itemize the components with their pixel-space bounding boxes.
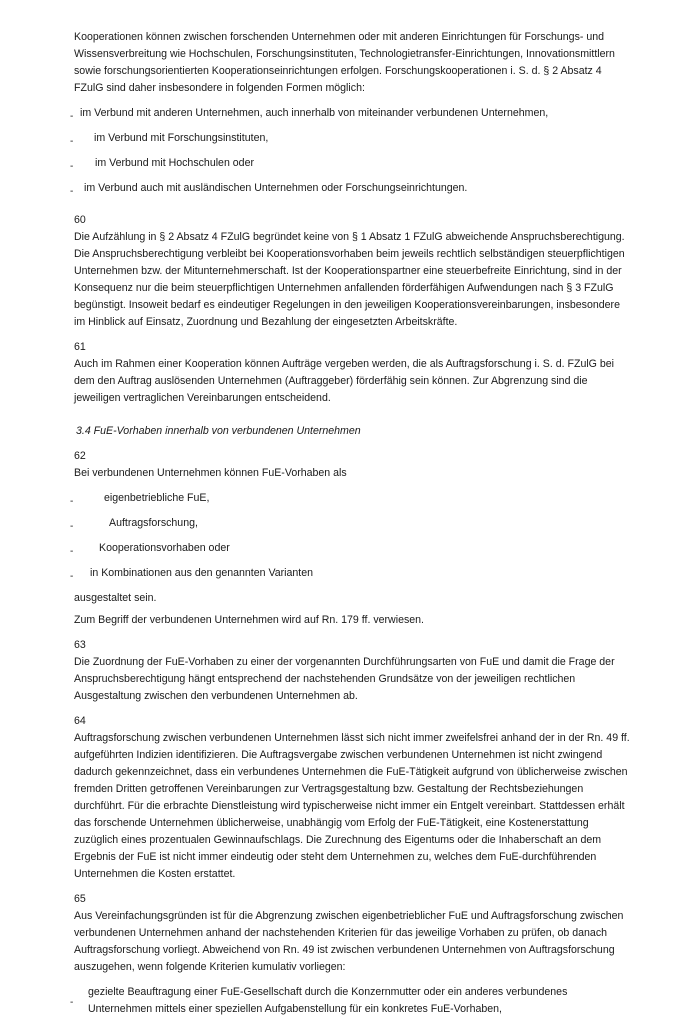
list-item — [70, 565, 634, 582]
list-item — [70, 515, 634, 532]
list-item-text: im Verbund mit Forschungsinstituten, — [94, 132, 269, 144]
margin-number-62: 62 — [74, 450, 86, 462]
bullet-dash: - — [70, 571, 74, 582]
paragraph-65: Aus Vereinfachungsgründen ist für die Abgrenzung zwischen eigenbetrieblicher FuE und Auftragsforschung zwischen verbundenen Unternehmen anhand der nachstehenden Kriterien für das jeweilige Vorhaben zu prüfen, ob danach Auftragsforschung vorliegt. Abweichend von Rn. 49 ist zwischen verbundenen Unternehmen von Auftragsforschung auszugehen, wenn folgende Kriterien kumulativ vorliegen: — [74, 910, 624, 973]
list-item-text: eigenbetriebliche FuE, — [104, 492, 210, 504]
bullet-dash: - — [70, 136, 74, 147]
list-item-text: in Kombinationen aus den genannten Varianten — [90, 567, 314, 579]
cooperation-forms-list — [70, 105, 634, 197]
margin-number-65: 65 — [74, 893, 86, 905]
margin-number-61: 61 — [74, 341, 86, 353]
list-item — [70, 180, 634, 197]
list-item-text: im Verbund auch mit ausländischen Unternehmen oder Forschungseinrichtungen. — [84, 182, 468, 194]
bullet-dash: - — [70, 496, 74, 507]
list-item-text: im Verbund mit anderen Unternehmen, auch innerhalb von miteinander verbundenen Unternehmen, — [80, 107, 549, 119]
paragraph-64: Auftragsforschung zwischen verbundenen Unternehmen lässt sich nicht immer zweifelsfrei anhand der in der Rn. 49 ff. aufgeführten Indizien identifizieren. Die Auftragsvergabe zwischen verbundenen Unternehmen ist nicht zwingend dadurch gekennzeichnet, dass ein verbundenes Unternehmen die FuE-Tätigkeit aufgrund von üblicherweise zwischen fremden Dritten getroffenen Vereinbarungen zur Vertragsgestaltung bzw. Gestaltung der Rechtsbeziehungen durchführt. Für die erbrachte Dienstleistung wird typischerweise nicht immer ein Entgelt vereinbart. Stattdessen erhält das forschende Unternehmen üblicherweise, unabhängig vom Erfolg der FuE-Tätigkeit, eine Kostenerstattung zuzüglich eines prozentualen Gewinnaufschlags. Die Zurechnung des Eigentums oder die Inhaberschaft an dem Ergebnis der FuE ist nicht immer eindeutig oder steht dem Unternehmen zu, welches dem FuE-durchführenden Unternehmen die Kosten erstattet. — [74, 732, 630, 880]
list-item — [70, 155, 634, 172]
paragraph-61: Auch im Rahmen einer Kooperation können Aufträge vergeben werden, die als Auftragsforschung i. S. d. FZulG bei dem den Auftrag auslösenden Unternehmen (Auftraggeber) förderfähig sein können. Zur Abgrenzung sind die jeweiligen vertraglichen Vereinbarungen entscheidend. — [74, 358, 615, 404]
intro-paragraph: Kooperationen können zwischen forschenden Unternehmen oder mit anderen Einrichtungen für Forschungs- und Wissensverbreitung wie Hochschulen, Forschungsinstituten, Technologietransfer-Einrichtungen, Innovationsmittlern sowie forschungsorientierten Kooperationseinrichtungen erfolgen. Forschungskooperationen i. S. d. § 2 Absatz 4 FZulG sind daher insbesondere in folgenden Formen möglich: — [74, 31, 615, 94]
bullet-dash: - — [70, 546, 74, 557]
list-item — [70, 130, 634, 147]
bullet-dash: - — [70, 997, 74, 1008]
margin-number-60: 60 — [74, 214, 86, 226]
paragraph-63: Die Zuordnung der FuE-Vorhaben zu einer der vorgenannten Durchführungsarten von FuE und damit die Frage der Anspruchsberechtigung hängt entsprechend der nachstehenden Grundsätze von der jeweiligen rechtlichen Ausgestaltung zwischen den verbundenen Unternehmen ab. — [74, 656, 615, 702]
margin-number-64: 64 — [74, 715, 86, 727]
margin-number-63: 63 — [74, 639, 86, 651]
bullet-dash: - — [70, 186, 74, 197]
bullet-dash: - — [70, 111, 74, 122]
paragraph-62: Bei verbundenen Unternehmen können FuE-Vorhaben als — [74, 467, 347, 479]
paragraph-62-continuation: ausgestaltet sein. — [74, 592, 157, 604]
list-item — [70, 105, 634, 122]
bullet-dash: - — [70, 521, 74, 532]
list-item-text: im Verbund mit Hochschulen oder — [95, 157, 254, 169]
bullet-dash: - — [70, 161, 74, 172]
list-item-text: Auftragsforschung, — [109, 517, 198, 529]
list-item — [70, 540, 634, 557]
list-item-text: gezielte Beauftragung einer FuE-Gesellschaft durch die Konzernmutter oder ein anderes verbundenes Unternehmen mittels einer speziellen Aufgabenstellung für ein konkretes FuE-Vorhaben, — [88, 986, 568, 1015]
section-heading: 3.4 FuE-Vorhaben innerhalb von verbundenen Unternehmen — [76, 425, 361, 437]
affiliated-rnd-types-list — [70, 490, 634, 582]
document-page — [70, 29, 634, 1018]
list-item — [70, 984, 634, 1018]
list-item — [70, 490, 634, 507]
paragraph-62-reference: Zum Begriff der verbundenen Unternehmen wird auf Rn. 179 ff. verwiesen. — [74, 614, 424, 626]
list-item-text: Kooperationsvorhaben oder — [99, 542, 230, 554]
paragraph-60: Die Aufzählung in § 2 Absatz 4 FZulG begründet keine von § 1 Absatz 1 FZulG abweichende Anspruchsberechtigung. Die Anspruchsberechtigung verbleibt bei Kooperationsvorhaben beim jeweils rechtlich selbständigen steuerpflichtigen Unternehmen bzw. der Mitunternehmerschaft. Ist der Kooperationspartner eine steuerbefreite Einrichtung, sind in der Konsequenz nur die beim steuerpflichtigen Unternehmen anfallenden förderfähigen Aufwendungen nach § 3 FZulG begünstigt. Insoweit bedarf es eindeutiger Regelungen in den jeweiligen Kooperationsvereinbarungen, insbesondere im Hinblick auf Einsatz, Zuordnung und Bezahlung der eingesetzten Arbeitskräfte. — [74, 231, 625, 328]
